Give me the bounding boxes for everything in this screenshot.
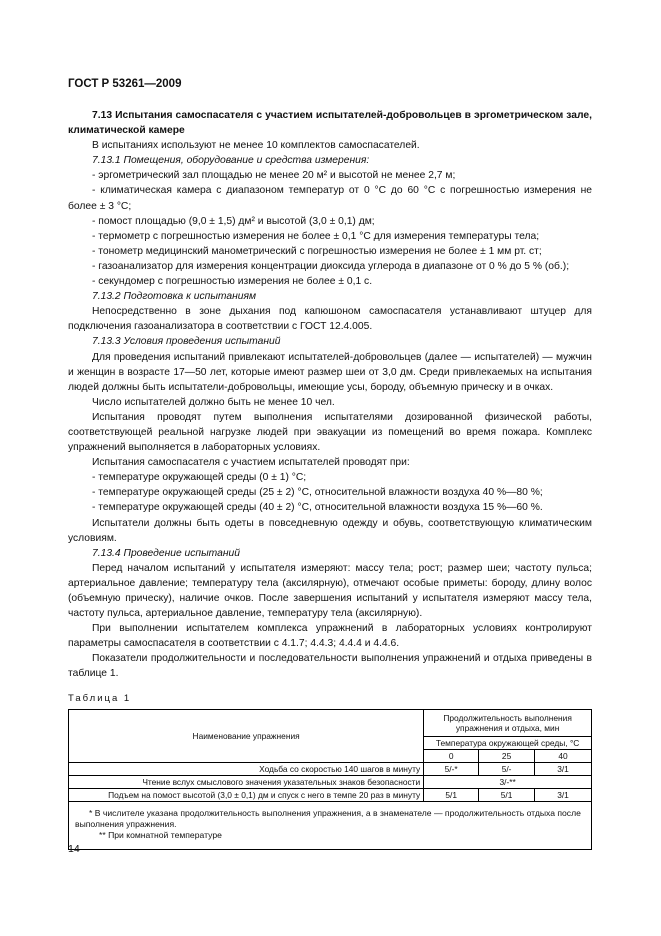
table-row <box>69 788 592 801</box>
procedure-paragraph-2: При выполнении испытателем комплекса упражнений в лабораторных условиях контролируют параметры самоспасателя в соответствии с 4.1.7; 4.4.3; 4.4.4 и 4.4.6. <box>68 623 592 650</box>
temp-col-25: 25 <box>479 749 535 762</box>
equipment-list <box>68 168 592 289</box>
temp-col-0: 0 <box>424 749 479 762</box>
list-item: - термометр с погрешностью измерения не более ± 0,1 °С для измерения температуры тела; <box>92 230 540 242</box>
value-merged: 3/-** <box>424 775 592 788</box>
conditions-paragraph-3: Испытания проводят путем выполнения испытателями дозированной физической работы, соответствующей реальной нагрузке людей при эвакуации из помещений во время пожара. Комплекс упражнений выполняется в лабораторных условиях. <box>68 411 592 454</box>
conditions-paragraph-5: Испытатели должны быть одеты в повседневную одежду и обувь, соответствующую климатическим условиям. <box>68 517 592 544</box>
intro-paragraph: В испытаниях используют не менее 10 комплектов самоспасателей. <box>92 140 420 152</box>
table-row <box>69 762 592 775</box>
list-item: - температуре окружающей среды (0 ± 1) °С; <box>92 472 307 484</box>
list-item: - секундомер с погрешностью измерения не более ± 0,1 с. <box>92 276 373 288</box>
table-label: Таблица 1 <box>68 692 132 704</box>
exercise-table <box>68 709 592 850</box>
procedure-paragraph-1: Перед началом испытаний у испытателя измеряют: массу тела; рост; размер шеи; частоту пульса; артериальное давление; температуру тела (аксилярную), отмечают особые приметы: бороду, длину волос (объемную прическу), наличие очков. После завершения испытаний у испытателя измеряют массу тела, частоту пульса, артериальное давление, температуру тела (аксилярную). <box>68 562 592 620</box>
table-row <box>69 775 592 788</box>
subsection-title-4: 7.13.4 Проведение испытаний <box>92 547 240 559</box>
preparation-paragraph: Непосредственно в зоне дыхания под капюшоном самоспасателя устанавливают штуцер для подключения газоанализатора в соответствии с ГОСТ 12.4.005. <box>68 306 592 333</box>
list-item: - помост площадью (9,0 ± 1,5) дм² и высотой (3,0 ± 0,1) дм; <box>92 215 375 227</box>
page-content <box>68 108 592 850</box>
conditions-paragraph-2: Число испытателей должно быть не менее 10 чел. <box>92 396 335 408</box>
document-header: ГОСТ Р 53261—2009 <box>68 78 182 90</box>
page-number: 14 <box>68 843 80 855</box>
value-40: 3/1 <box>535 788 592 801</box>
list-item: - эргометрический зал площадью не менее 20 м² и высотой не менее 2,7 м; <box>92 170 456 182</box>
table-header-temp: Температура окружающей среды, °С <box>424 736 592 749</box>
value-0: 5/-* <box>424 762 479 775</box>
table-header-name: Наименование упражнения <box>69 709 424 762</box>
list-item: - температуре окружающей среды (25 ± 2) °С, относительной влажности воздуха 40 %—80 %; <box>92 487 543 499</box>
list-item: - климатическая камера с диапазоном температур от 0 °С до 60 °С с погрешностью измерения не более ± 3 °С; <box>68 185 592 212</box>
conditions-paragraph-1: Для проведения испытаний привлекают испытателей-добровольцев (далее — испытателей) — мужчин и женщин в возрасте 17—50 лет, которые имеют размер шеи от 3,0 дм. Среди привлекаемых на испытания людей должны быть испытатели-добровольцы, имеющие усы, бороду, объемную прическу и в очках. <box>68 351 592 393</box>
value-0: 5/1 <box>424 788 479 801</box>
value-40: 3/1 <box>535 762 592 775</box>
value-25: 5/- <box>479 762 535 775</box>
subsection-title-3: 7.13.3 Условия проведения испытаний <box>92 336 281 348</box>
exercise-name: Ходьба со скоростью 140 шагов в минуту <box>69 762 424 775</box>
conditions-list <box>68 470 592 515</box>
conditions-paragraph-4: Испытания самоспасателя с участием испытателей проводят при: <box>92 457 410 469</box>
footnote-2: ** При комнатной температуре <box>99 829 222 840</box>
table-header-duration: Продолжительность выполнения упражнения и отдыха, мин <box>424 709 592 736</box>
list-item: - температуре окружающей среды (40 ± 2) °С, относительной влажности воздуха 15 %—60 %. <box>92 502 543 514</box>
table-notes <box>69 801 592 849</box>
list-item: - тонометр медицинский манометрический с погрешностью измерения не более ± 1 мм рт. ст; <box>92 245 542 257</box>
procedure-paragraph-3: Показатели продолжительности и последовательности выполнения упражнений и отдыха приведены в таблице 1. <box>68 653 592 680</box>
section-title: 7.13 Испытания самоспасателя с участием испытателей-добровольцев в эргометрическом зале, климатической камере <box>68 110 592 137</box>
exercise-name: Чтение вслух смыслового значения указательных знаков безопасности <box>69 775 424 788</box>
list-item: - газоанализатор для измерения концентрации диоксида углерода в диапазоне от 0 % до 5 % (об.); <box>92 260 570 272</box>
temp-col-40: 40 <box>535 749 592 762</box>
exercise-name: Подъем на помост высотой (3,0 ± 0,1) дм и спуск с него в темпе 20 раз в минуту <box>69 788 424 801</box>
value-25: 5/1 <box>479 788 535 801</box>
footnote-1: * В числителе указана продолжительность выполнения упражнения, а в знаменателе — продолжительность отдыха после выполнения упражнения. <box>75 807 581 829</box>
subsection-title-1: 7.13.1 Помещения, оборудование и средства измерения: <box>92 155 370 167</box>
subsection-title-2: 7.13.2 Подготовка к испытаниям <box>92 291 257 303</box>
